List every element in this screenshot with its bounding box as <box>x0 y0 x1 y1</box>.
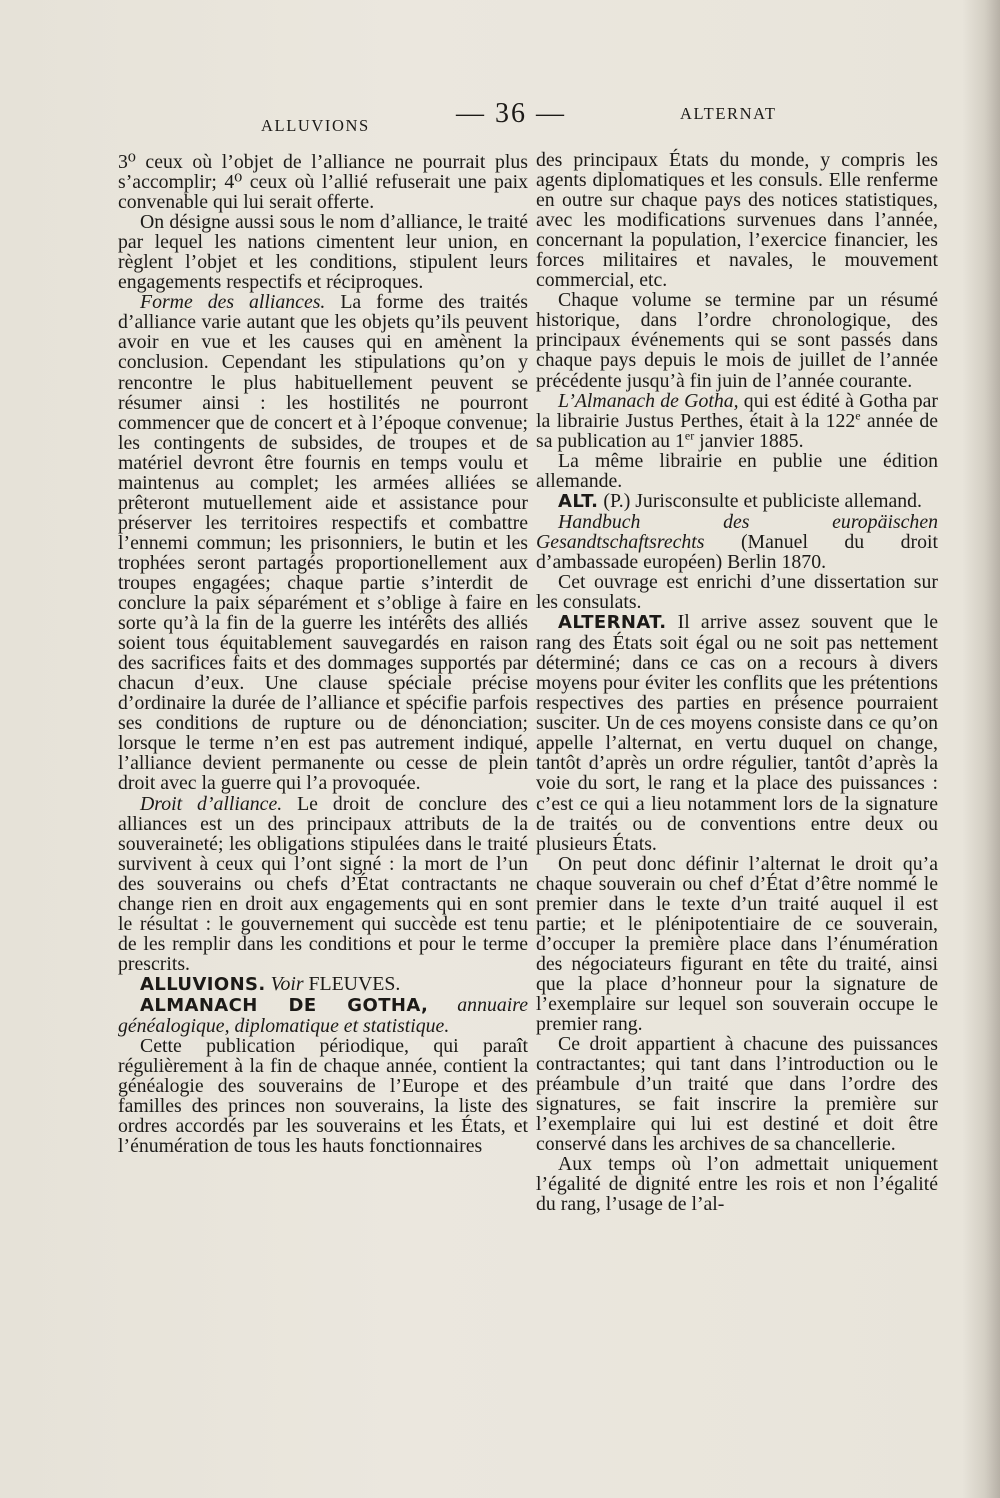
see-reference-target: FLEUVES. <box>303 972 401 995</box>
entry-heading: ALMANACH DE GOTHA, <box>140 994 429 1016</box>
paragraph-text: Il arrive assez souvent que le rang des États soit égal ou ne soit pas nettement déterminé; dans ce cas on a recours à divers moyens pour éviter les conflits que les prétentions respectives des parties en présence pourraient susciter. Un de ces moyens consiste dans ce qu’on appelle l’alternat, en vertu duquel on change, tantôt d’après un ordre régulier, tantôt d’après la voie du sort, le rang et la place des puissances : c’est ce qui a lieu notamment lors de la signature de traités ou de conventions entre deux ou plusieurs États. <box>536 611 938 855</box>
entry-alt <box>536 491 938 512</box>
superscript: er <box>684 428 695 443</box>
paragraph: Aux temps où l’on admettait uniquement l’égalité de dignité entre les rois et non l’égalité du rang, l’usage de l’al- <box>536 1153 938 1216</box>
header-left-keyword: ALLUVIONS <box>261 116 370 135</box>
paragraph-text: Le droit de conclure des alliances est un des principaux attributs de la souveraineté; les obligations stipulées dans le traité survivent à ceux qui l’ont signé : la mort de l’un des souverains ou chefs d’État contractants ne change rien en droit aux engagements qui en sont le résultat : le gouvernement qui succède est tenu de les remplir dans les conditions et pour le terme prescrits. <box>118 792 528 975</box>
entry-almanach <box>118 995 528 1036</box>
paragraph <box>118 292 528 793</box>
paragraph: Cet ouvrage est enrichi d’une dissertation sur les consulats. <box>536 570 938 614</box>
paragraph: Ce droit appartient à chacune des puissances contractantes; qui tant dans l’introduction ou le préambule d’un traité que dans l’ordre des signatures, se fait inscrire la première sur l’exemplaire qui lui est destiné et doit être conservé dans les archives de sa chancellerie. <box>536 1033 938 1156</box>
work-title: Handbuch des europäischen Gesandtschaftsrechts <box>536 510 938 553</box>
paragraph: des principaux États du monde, y compris les agents diplomatiques et les consuls. Elle renferme en outre sur chaque pays des notices statistiques, avec les modifications survenues dans l’année, concernant la population, l’exercice financier, les forces militaires et navales, le mouvement commercial, etc. <box>536 149 938 292</box>
left-column <box>118 152 528 1156</box>
entry-heading: ALT. <box>558 490 599 512</box>
entry-heading: ALLUVIONS. <box>140 973 266 995</box>
running-header <box>0 98 1000 142</box>
paragraph <box>536 391 938 451</box>
paragraph: On désigne aussi sous le nom d’alliance, le traité par lequel les nations cimentent leur union, en règlent l’objet et les conditions, stipulent leurs engagements respectifs et réciproques. <box>118 211 528 294</box>
paragraph-text: qui est édité à Gotha par la librairie Justus Perthes, était à la 122 <box>536 389 938 432</box>
subsection-heading: Forme des alliances. <box>140 291 326 314</box>
paragraph <box>536 512 938 572</box>
paragraph-text: La forme des traités d’alliance varie autant que les objets qu’ils peuvent avoir en vue et les causes qui en amènent la conclusion. Cependant les stipulations qu’on y rencontre le plus habituellement peuvent se résumer ainsi : les hostilités ne pourront commencer que de concert et à l’époque convenue; les contingents de subsides, de troupes et de matériel devront être fournis en temps voulu et maintenus au complet; les armées alliées se prêteront mutuellement aide et assistance pour préserver les territoires respectifs et combattre l’ennemi commun; les prisonniers, le butin et les trophées seront partagés proportionellement aux troupes engagées; chaque partie s’interdit de conclure la paix séparément et s’oblige à faire en sorte qu’à la fin de la guerre les intérêts des alliés soient tous équitablement sauvegardés en raison des sacrifices faits et des dommages supportés par chacun d’eux. Une clause spéciale précise d’ordinaire la durée de l’alliance et spécifie parfois ses conditions de rupture ou de dénonciation; lorsque le terme n’en est pas autrement indiqué, l’alliance devient permanente ou cesse de plein droit avec la guerre qui l’a provoquée. <box>118 291 529 795</box>
paragraph-text: (Manuel du droit d’ambassade européen) Berlin 1870. <box>536 530 938 573</box>
entry-heading: ALTERNAT. <box>558 612 667 634</box>
page-edge-shadow <box>962 0 1000 1498</box>
work-title: L’Almanach de Gotha, <box>558 389 739 412</box>
paragraph-text: année de sa publication au 1 <box>536 409 938 452</box>
entry-alluvions <box>118 974 528 995</box>
see-reference-label: Voir <box>265 972 304 995</box>
paragraph-text: janvier 1885. <box>694 429 804 452</box>
subsection-heading: Droit d’alliance. <box>140 792 283 815</box>
paragraph-text: (P.) Jurisconsulte et publiciste allemand. <box>598 489 922 512</box>
paragraph: Chaque volume se termine par un résumé historique, dans l’ordre chronologique, des principaux événements qui se sont passés dans chaque pays depuis le mois de juillet de l’année précédente jusqu’à fin juin de l’année courante. <box>536 289 938 392</box>
paragraph: Cette publication périodique, qui paraît régulièrement à la fin de chaque année, contient la généalogie des souverains de l’Europe et des familles des princes non souverains, la liste des ordres accordés par les souverains et les États, et l’énumération de tous les hauts fonctionnaires <box>118 1035 528 1158</box>
page-number: — 36 — <box>456 98 566 129</box>
paragraph: 3⁰ ceux où l’objet de l’alliance ne pourrait plus s’accomplir; 4⁰ ceux où l’allié refuserait une paix convenable qui lui serait offerte. <box>118 151 528 214</box>
paragraph: La même librairie en publie une édition allemande. <box>536 449 938 492</box>
entry-subtitle: annuaire généalogique, diplomatique et statistique. <box>118 993 528 1038</box>
paragraph <box>118 794 528 974</box>
paragraph: On peut donc définir l’alternat le droit qu’a chaque souverain ou chef d’État d’être nommé le premier dans le texte d’un traité auquel il est partie; et le plénipotentiaire de ce souverain, d’occuper la première place dans l’énumération des négociateurs figurant en tête du traité, ainsi que la place d’honneur pour la signature de l’exemplaire sur lequel son souverain occupe le premier rang. <box>536 852 938 1036</box>
right-column <box>536 150 938 1214</box>
superscript: e <box>855 408 861 423</box>
entry-alternat <box>536 612 938 854</box>
header-right-keyword: ALTERNAT <box>680 104 777 123</box>
